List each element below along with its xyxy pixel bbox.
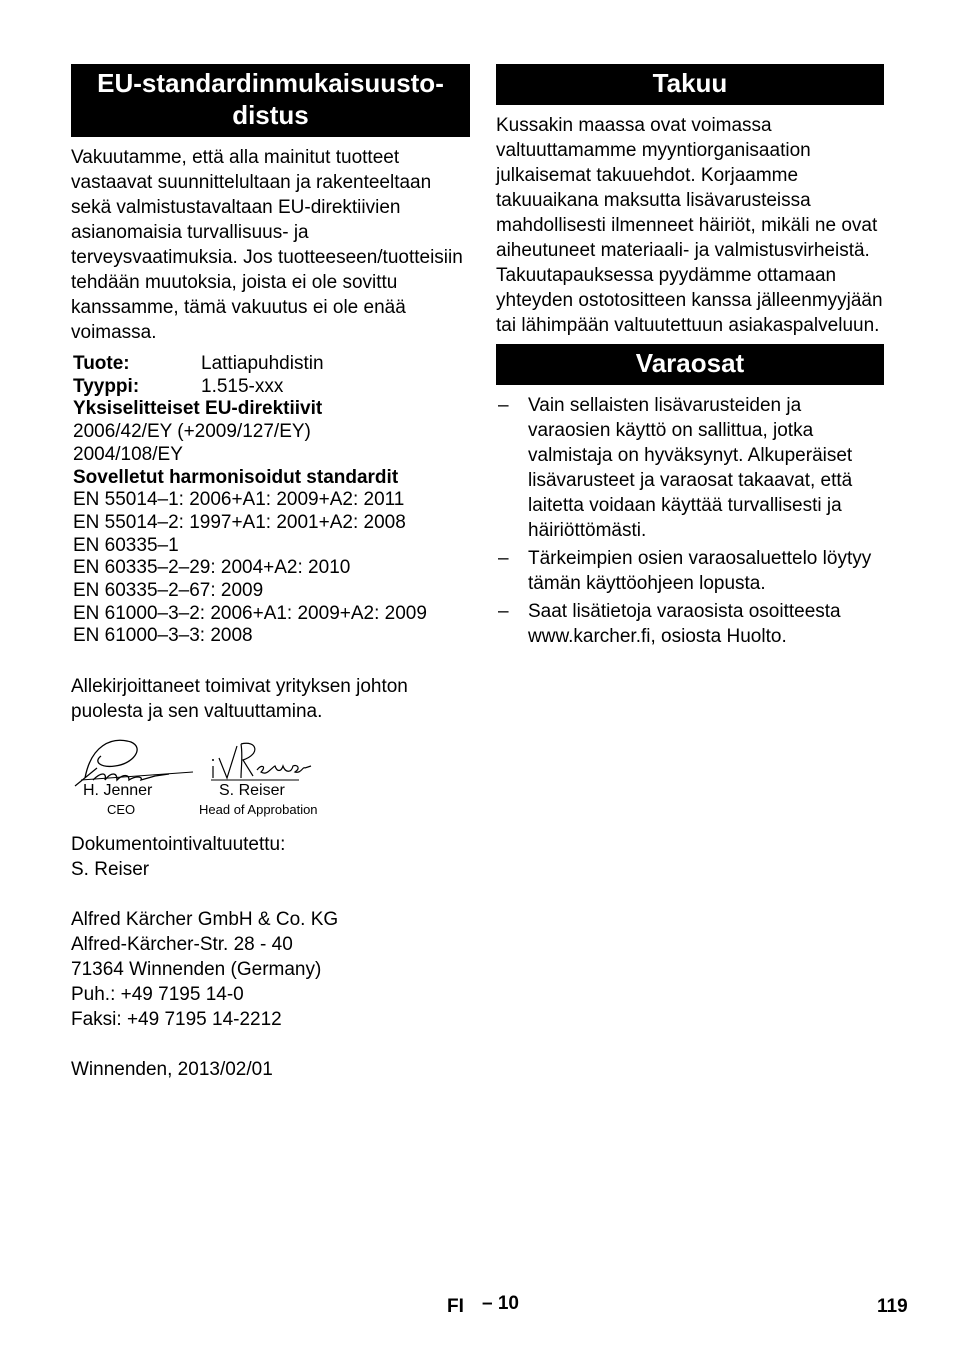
list-item-text: Tärkeimpien osien varaosaluettelo löytyy tämän käyttöohjeen lopusta. (528, 548, 872, 594)
list-item (496, 393, 884, 543)
type-label: Tyyppi: (73, 375, 140, 397)
fax-number: Faksi: +49 7195 14-2212 (71, 1009, 282, 1031)
standard-item: EN 60335–2–67: 2009 (73, 580, 264, 602)
product-value: Lattiapuhdistin (201, 353, 324, 374)
city-address: 71364 Winnenden (Germany) (71, 959, 322, 981)
signature-block (71, 736, 470, 832)
spare-parts-heading (496, 344, 884, 385)
standard-item: EN 60335–2–29: 2004+A2: 2010 (73, 557, 351, 579)
street-address: Alfred-Kärcher-Str. 28 - 40 (71, 934, 293, 956)
type-row (73, 376, 470, 399)
standard-item: EN 61000–3–2: 2006+A1: 2009+A2: 2009 (73, 602, 427, 624)
documentation-block (71, 832, 470, 882)
footer-page-number: 119 (877, 1296, 908, 1317)
standard-item: EN 55014–1: 2006+A1: 2009+A2: 2011 (73, 489, 405, 511)
type-value: 1.515-xxx (201, 375, 284, 397)
signer1-name: H. Jenner (83, 782, 153, 800)
list-item (496, 599, 884, 649)
declaration-intro: Vakuutamme, että alla mainitut tuotteet vastaavat suunnittelultaan ja rakenteeltaan sekä valmistustavaltaan EU-direktiivien asianomaisia turvallisuus- ja terveysvaatimuksia. Jos tuotteeseen/tuotteisiin tehdään muutoksia, joista ei ole sovittu kanssamme, tämä vakuutus ei ole enää voimassa. (71, 147, 463, 343)
documentation-name: S. Reiser (71, 859, 150, 881)
product-row (73, 353, 470, 376)
dash-bullet: – (498, 601, 509, 622)
phone-number: Puh.: +49 7195 14-0 (71, 984, 244, 1006)
right-column (496, 64, 884, 652)
spare-parts-heading-text: Varaosat (635, 348, 745, 378)
place-date: Winnenden, 2013/02/01 (71, 1059, 273, 1081)
signer2-title: Head of Approbation (199, 802, 318, 818)
address-block (71, 907, 470, 1032)
spec-block (71, 353, 470, 648)
dash-bullet: – (498, 548, 509, 569)
standard-item: EN 55014–2: 1997+A1: 2001+A2: 2008 (73, 511, 406, 533)
company-name: Alfred Kärcher GmbH & Co. KG (71, 909, 339, 931)
signatories-text: Allekirjoittaneet toimivat yrityksen johton puolesta ja sen valtuuttamina. (71, 676, 408, 723)
left-column (71, 64, 470, 1082)
standards-label: Sovelletut harmonisoidut standardit (73, 466, 399, 488)
spare-parts-list (496, 393, 884, 649)
standard-item: EN 61000–3–3: 2008 (73, 625, 253, 647)
directive-item: 2006/42/EY (+2009/127/EY) (73, 421, 311, 443)
declaration-heading-text: EU-standardinmukaisuusto- distus (97, 68, 444, 130)
footer-section-page: – 10 (482, 1293, 519, 1314)
directives-label: Yksiselitteiset EU-direktiivit (73, 398, 323, 420)
warranty-heading-text: Takuu (652, 68, 728, 98)
warranty-heading (496, 64, 884, 105)
list-item-text: Vain sellaisten lisävarusteiden ja varaosien käyttö on sallittua, jotka valmistaja on hyväksynyt. Alkuperäiset lisävarusteet ja varaosat takaavat, että laitetta voidaan käyttää turvallisesti ja häiriöttömästi. (528, 395, 853, 541)
product-label: Tuote: (73, 353, 130, 374)
standard-item: EN 60335–1 (73, 534, 179, 556)
list-item-text: Saat lisätietoja varaosista osoitteesta www.karcher.fi, osiosta Huolto. (528, 601, 841, 647)
warranty-text: Kussakin maassa ovat voimassa valtuuttamamme myyntiorganisaation julkaisemat takuuehdot. Korjaamme takuuaikana maksutta lisävarusteissa mahdollisesti ilmenneet häiriöt, mikäli ne ovat aiheutuneet materiaali- ja valmistusvirheistä. Takuutapauksessa pyydämme ottamaan yhteyden ostotositteen kanssa jälleenmyyjään tai lähimpään valtuutettuun asiakaspalveluun. (496, 115, 883, 336)
footer-language: FI (447, 1296, 464, 1317)
signer1-title: CEO (107, 802, 136, 818)
list-item (496, 546, 884, 596)
declaration-heading (71, 64, 470, 137)
dash-bullet: – (498, 395, 509, 416)
signer2-name: S. Reiser (219, 782, 285, 800)
directive-item: 2004/108/EY (73, 443, 183, 465)
documentation-label: Dokumentointivaltuutettu: (71, 834, 286, 856)
